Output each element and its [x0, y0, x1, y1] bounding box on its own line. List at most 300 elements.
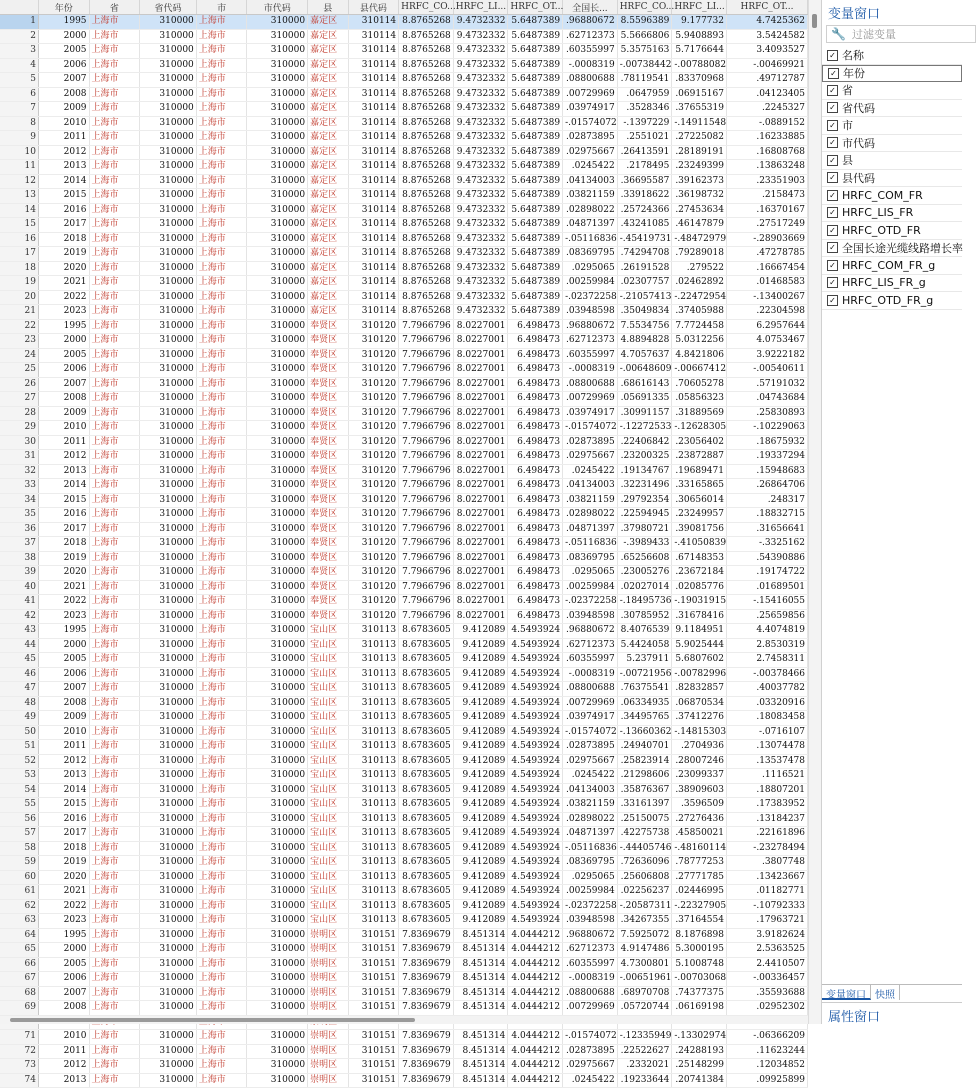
cell-growth-rate[interactable]: .00259984 — [563, 580, 618, 595]
table-row[interactable] — [0, 957, 808, 972]
cell-hrfc-com-g[interactable]: .19134767 — [617, 464, 672, 479]
cell-city-code[interactable]: 310000 — [247, 348, 308, 363]
cell-city-code[interactable]: 310000 — [247, 290, 308, 305]
cell-county[interactable]: 宝山区 — [308, 711, 348, 726]
cell-hrfc-com[interactable]: 8.8765268 — [399, 29, 454, 44]
cell-year[interactable]: 2013 — [38, 769, 89, 784]
cell-county-code[interactable]: 310120 — [348, 551, 399, 566]
cell-hrfc-lis-g[interactable]: 9.177732 — [672, 15, 727, 30]
row-number[interactable]: 17 — [0, 247, 38, 262]
row-number[interactable]: 20 — [0, 290, 38, 305]
cell-hrfc-lis[interactable]: 9.4732332 — [453, 116, 508, 131]
cell-county-code[interactable]: 310120 — [348, 493, 399, 508]
table-row[interactable] — [0, 711, 808, 726]
cell-county[interactable]: 宝山区 — [308, 783, 348, 798]
row-number[interactable]: 53 — [0, 769, 38, 784]
cell-hrfc-lis-g[interactable]: -.14911548 — [672, 116, 727, 131]
cell-hrfc-otd[interactable]: 6.498473 — [508, 479, 563, 494]
cell-hrfc-com[interactable]: 8.8765268 — [399, 44, 454, 59]
cell-city-code[interactable]: 310000 — [247, 1073, 308, 1088]
cell-county-code[interactable]: 310114 — [348, 160, 399, 175]
cell-city[interactable]: 上海市 — [196, 73, 247, 88]
cell-hrfc-com-g[interactable]: .21298606 — [617, 769, 672, 784]
cell-city[interactable]: 上海市 — [196, 1030, 247, 1045]
cell-hrfc-lis-g[interactable]: .24288193 — [672, 1044, 727, 1059]
cell-province-code[interactable]: 310000 — [140, 725, 197, 740]
cell-hrfc-otd-g[interactable]: -.00336457 — [726, 972, 807, 987]
cell-county[interactable]: 崇明区 — [308, 928, 348, 943]
cell-hrfc-otd[interactable]: 6.498473 — [508, 334, 563, 349]
cell-province[interactable]: 上海市 — [89, 595, 140, 610]
cell-city-code[interactable]: 310000 — [247, 174, 308, 189]
variable-item[interactable] — [822, 292, 962, 310]
cell-county-code[interactable]: 310120 — [348, 319, 399, 334]
cell-hrfc-otd-g[interactable]: -.10792333 — [726, 899, 807, 914]
cell-city[interactable]: 上海市 — [196, 566, 247, 581]
cell-city[interactable]: 上海市 — [196, 261, 247, 276]
row-number[interactable]: 42 — [0, 609, 38, 624]
cell-city[interactable]: 上海市 — [196, 914, 247, 929]
cell-hrfc-otd[interactable]: 4.5493924 — [508, 769, 563, 784]
table-row[interactable] — [0, 566, 808, 581]
variable-checkbox[interactable]: ✓ — [827, 155, 838, 166]
cell-growth-rate[interactable]: .02898022 — [563, 812, 618, 827]
cell-hrfc-com-g[interactable]: .22406842 — [617, 435, 672, 450]
cell-province[interactable]: 上海市 — [89, 1073, 140, 1088]
cell-county-code[interactable]: 310151 — [348, 957, 399, 972]
cell-province-code[interactable]: 310000 — [140, 856, 197, 871]
cell-hrfc-otd-g[interactable]: .47278785 — [726, 247, 807, 262]
cell-hrfc-com[interactable]: 7.8369679 — [399, 943, 454, 958]
row-number[interactable]: 23 — [0, 334, 38, 349]
variable-checkbox[interactable]: ✓ — [827, 120, 838, 131]
cell-hrfc-lis-g[interactable]: .27453634 — [672, 203, 727, 218]
cell-province-code[interactable]: 310000 — [140, 841, 197, 856]
cell-province[interactable]: 上海市 — [89, 305, 140, 320]
cell-county-code[interactable]: 310120 — [348, 566, 399, 581]
table-row[interactable] — [0, 15, 808, 30]
cell-hrfc-lis[interactable]: 9.412089 — [453, 870, 508, 885]
row-number[interactable]: 2 — [0, 29, 38, 44]
cell-hrfc-otd-g[interactable]: .18807201 — [726, 783, 807, 798]
cell-hrfc-lis-g[interactable]: 4.8421806 — [672, 348, 727, 363]
cell-year[interactable]: 2023 — [38, 914, 89, 929]
cell-city-code[interactable]: 310000 — [247, 334, 308, 349]
cell-hrfc-otd-g[interactable]: .25659856 — [726, 609, 807, 624]
cell-county[interactable]: 嘉定区 — [308, 174, 348, 189]
cell-city-code[interactable]: 310000 — [247, 319, 308, 334]
cell-hrfc-com-g[interactable]: 8.4076539 — [617, 624, 672, 639]
cell-county[interactable]: 嘉定区 — [308, 276, 348, 291]
cell-county-code[interactable]: 310120 — [348, 363, 399, 378]
cell-hrfc-lis[interactable]: 9.4732332 — [453, 131, 508, 146]
cell-city[interactable]: 上海市 — [196, 1001, 247, 1016]
cell-hrfc-lis-g[interactable]: 5.7176644 — [672, 44, 727, 59]
cell-city[interactable]: 上海市 — [196, 827, 247, 842]
row-number[interactable]: 16 — [0, 232, 38, 247]
table-row[interactable] — [0, 508, 808, 523]
cell-province[interactable]: 上海市 — [89, 392, 140, 407]
cell-hrfc-lis-g[interactable]: -.19031915 — [672, 595, 727, 610]
cell-county[interactable]: 奉贤区 — [308, 551, 348, 566]
cell-year[interactable]: 2011 — [38, 131, 89, 146]
cell-county[interactable]: 宝山区 — [308, 638, 348, 653]
cell-hrfc-com-g[interactable]: .25823914 — [617, 754, 672, 769]
cell-county-code[interactable]: 310113 — [348, 870, 399, 885]
cell-hrfc-com-g[interactable]: .76375541 — [617, 682, 672, 697]
cell-hrfc-lis[interactable]: 9.4732332 — [453, 15, 508, 30]
table-row[interactable] — [0, 580, 808, 595]
cell-hrfc-otd[interactable]: 4.5493924 — [508, 827, 563, 842]
cell-county-code[interactable]: 310113 — [348, 885, 399, 900]
cell-province-code[interactable]: 310000 — [140, 189, 197, 204]
cell-city-code[interactable]: 310000 — [247, 566, 308, 581]
cell-hrfc-lis[interactable]: 8.451314 — [453, 1073, 508, 1088]
cell-hrfc-lis-g[interactable]: .37405988 — [672, 305, 727, 320]
cell-hrfc-com[interactable]: 7.7966796 — [399, 609, 454, 624]
cell-hrfc-otd[interactable]: 6.498473 — [508, 522, 563, 537]
cell-year[interactable]: 2021 — [38, 276, 89, 291]
cell-year[interactable]: 2007 — [38, 377, 89, 392]
table-row[interactable] — [0, 682, 808, 697]
cell-hrfc-otd[interactable]: 4.0444212 — [508, 986, 563, 1001]
cell-county-code[interactable]: 310113 — [348, 653, 399, 668]
cell-hrfc-com[interactable]: 7.8369679 — [399, 972, 454, 987]
cell-city-code[interactable]: 310000 — [247, 305, 308, 320]
cell-hrfc-otd-g[interactable]: .16370167 — [726, 203, 807, 218]
cell-province-code[interactable]: 310000 — [140, 435, 197, 450]
cell-hrfc-otd[interactable]: 4.5493924 — [508, 711, 563, 726]
cell-county-code[interactable]: 310114 — [348, 261, 399, 276]
cell-province[interactable]: 上海市 — [89, 450, 140, 465]
table-row[interactable] — [0, 218, 808, 233]
cell-city[interactable]: 上海市 — [196, 986, 247, 1001]
cell-county[interactable]: 奉贤区 — [308, 348, 348, 363]
cell-year[interactable]: 2017 — [38, 827, 89, 842]
table-row[interactable] — [0, 725, 808, 740]
cell-hrfc-otd-g[interactable]: .03320916 — [726, 696, 807, 711]
cell-province-code[interactable]: 310000 — [140, 928, 197, 943]
cell-hrfc-com-g[interactable]: .72636096 — [617, 856, 672, 871]
cell-growth-rate[interactable]: .02975667 — [563, 145, 618, 160]
cell-hrfc-otd-g[interactable]: -.10229063 — [726, 421, 807, 436]
row-number[interactable]: 26 — [0, 377, 38, 392]
cell-province-code[interactable]: 310000 — [140, 44, 197, 59]
cell-hrfc-com[interactable]: 8.8765268 — [399, 261, 454, 276]
cell-province[interactable]: 上海市 — [89, 537, 140, 552]
cell-hrfc-otd[interactable]: 5.6487389 — [508, 174, 563, 189]
cell-county[interactable]: 奉贤区 — [308, 406, 348, 421]
cell-county[interactable]: 奉贤区 — [308, 493, 348, 508]
cell-county[interactable]: 奉贤区 — [308, 508, 348, 523]
cell-hrfc-lis-g[interactable]: 8.1876898 — [672, 928, 727, 943]
column-header[interactable]: HRFC_LI... — [672, 0, 727, 15]
cell-province[interactable]: 上海市 — [89, 624, 140, 639]
cell-year[interactable]: 2009 — [38, 711, 89, 726]
cell-city[interactable]: 上海市 — [196, 218, 247, 233]
cell-county-code[interactable]: 310151 — [348, 1073, 399, 1088]
row-number[interactable]: 47 — [0, 682, 38, 697]
cell-year[interactable]: 2023 — [38, 305, 89, 320]
row-number[interactable]: 30 — [0, 435, 38, 450]
cell-city[interactable]: 上海市 — [196, 319, 247, 334]
cell-hrfc-lis[interactable]: 9.4732332 — [453, 218, 508, 233]
cell-hrfc-com[interactable]: 7.7966796 — [399, 551, 454, 566]
cell-hrfc-otd-g[interactable]: .35593688 — [726, 986, 807, 1001]
cell-county-code[interactable]: 310151 — [348, 986, 399, 1001]
cell-county[interactable]: 崇明区 — [308, 986, 348, 1001]
cell-hrfc-com-g[interactable]: -.20587311 — [617, 899, 672, 914]
cell-growth-rate[interactable]: .00729969 — [563, 87, 618, 102]
cell-hrfc-lis[interactable]: 9.412089 — [453, 841, 508, 856]
cell-hrfc-com-g[interactable]: .35876367 — [617, 783, 672, 798]
cell-year[interactable]: 1995 — [38, 15, 89, 30]
cell-hrfc-lis[interactable]: 9.4732332 — [453, 305, 508, 320]
cell-hrfc-com[interactable]: 7.7966796 — [399, 363, 454, 378]
cell-hrfc-lis[interactable]: 8.451314 — [453, 957, 508, 972]
cell-city-code[interactable]: 310000 — [247, 682, 308, 697]
cell-province[interactable]: 上海市 — [89, 58, 140, 73]
cell-hrfc-otd-g[interactable]: 3.5424582 — [726, 29, 807, 44]
cell-hrfc-otd[interactable]: 5.6487389 — [508, 261, 563, 276]
row-number[interactable]: 5 — [0, 73, 38, 88]
cell-hrfc-lis[interactable]: 8.451314 — [453, 1059, 508, 1074]
cell-year[interactable]: 2016 — [38, 203, 89, 218]
cell-hrfc-lis-g[interactable]: .23249399 — [672, 160, 727, 175]
cell-city-code[interactable]: 310000 — [247, 44, 308, 59]
cell-city-code[interactable]: 310000 — [247, 203, 308, 218]
cell-year[interactable]: 2021 — [38, 580, 89, 595]
cell-hrfc-otd[interactable]: 6.498473 — [508, 595, 563, 610]
cell-hrfc-lis[interactable]: 8.451314 — [453, 986, 508, 1001]
cell-hrfc-com[interactable]: 8.8765268 — [399, 276, 454, 291]
cell-province-code[interactable]: 310000 — [140, 464, 197, 479]
cell-hrfc-otd[interactable]: 4.5493924 — [508, 653, 563, 668]
cell-growth-rate[interactable]: .02873895 — [563, 435, 618, 450]
cell-hrfc-com[interactable]: 8.6783605 — [399, 624, 454, 639]
cell-city[interactable]: 上海市 — [196, 798, 247, 813]
cell-province[interactable]: 上海市 — [89, 1044, 140, 1059]
cell-city[interactable]: 上海市 — [196, 653, 247, 668]
cell-city[interactable]: 上海市 — [196, 174, 247, 189]
cell-county[interactable]: 奉贤区 — [308, 580, 348, 595]
table-row[interactable] — [0, 1059, 808, 1074]
cell-hrfc-otd[interactable]: 5.6487389 — [508, 29, 563, 44]
cell-city-code[interactable]: 310000 — [247, 450, 308, 465]
cell-hrfc-com[interactable]: 7.7966796 — [399, 493, 454, 508]
tab-snapshot[interactable]: 快照 — [871, 985, 900, 1000]
cell-hrfc-com-g[interactable]: .65256608 — [617, 551, 672, 566]
row-number[interactable]: 13 — [0, 189, 38, 204]
cell-province-code[interactable]: 310000 — [140, 885, 197, 900]
cell-city-code[interactable]: 310000 — [247, 769, 308, 784]
cell-county-code[interactable]: 310113 — [348, 624, 399, 639]
cell-hrfc-lis-g[interactable]: -.22327905 — [672, 899, 727, 914]
cell-hrfc-otd-g[interactable]: .13074478 — [726, 740, 807, 755]
cell-city-code[interactable]: 310000 — [247, 870, 308, 885]
cell-hrfc-lis[interactable]: 9.412089 — [453, 914, 508, 929]
cell-hrfc-com-g[interactable]: .35049834 — [617, 305, 672, 320]
cell-province[interactable]: 上海市 — [89, 247, 140, 262]
cell-growth-rate[interactable]: .08800688 — [563, 73, 618, 88]
cell-city-code[interactable]: 310000 — [247, 986, 308, 1001]
cell-county-code[interactable]: 310114 — [348, 174, 399, 189]
cell-county-code[interactable]: 310113 — [348, 740, 399, 755]
cell-province[interactable]: 上海市 — [89, 203, 140, 218]
cell-city-code[interactable]: 310000 — [247, 145, 308, 160]
cell-hrfc-otd-g[interactable]: 4.0753467 — [726, 334, 807, 349]
cell-province-code[interactable]: 310000 — [140, 160, 197, 175]
cell-year[interactable]: 2008 — [38, 87, 89, 102]
cell-county[interactable]: 嘉定区 — [308, 44, 348, 59]
cell-city[interactable]: 上海市 — [196, 667, 247, 682]
cell-hrfc-com-g[interactable]: -.1397229 — [617, 116, 672, 131]
table-row[interactable] — [0, 638, 808, 653]
cell-hrfc-otd[interactable]: 5.6487389 — [508, 189, 563, 204]
cell-hrfc-com-g[interactable]: .2178495 — [617, 160, 672, 175]
cell-hrfc-com-g[interactable]: .42275738 — [617, 827, 672, 842]
cell-county-code[interactable]: 310120 — [348, 537, 399, 552]
cell-city-code[interactable]: 310000 — [247, 102, 308, 117]
cell-growth-rate[interactable]: .02898022 — [563, 203, 618, 218]
cell-hrfc-com[interactable]: 8.8765268 — [399, 203, 454, 218]
cell-province[interactable]: 上海市 — [89, 218, 140, 233]
cell-province[interactable]: 上海市 — [89, 972, 140, 987]
cell-province-code[interactable]: 310000 — [140, 29, 197, 44]
cell-year[interactable]: 2009 — [38, 406, 89, 421]
cell-hrfc-lis-g[interactable]: .37412276 — [672, 711, 727, 726]
cell-city-code[interactable]: 310000 — [247, 1044, 308, 1059]
cell-hrfc-lis[interactable]: 9.4732332 — [453, 203, 508, 218]
cell-county[interactable]: 奉贤区 — [308, 537, 348, 552]
cell-province-code[interactable]: 310000 — [140, 682, 197, 697]
variable-item[interactable] — [822, 152, 962, 170]
cell-hrfc-lis[interactable]: 8.0227001 — [453, 479, 508, 494]
row-number[interactable]: 4 — [0, 58, 38, 73]
cell-city[interactable]: 上海市 — [196, 363, 247, 378]
cell-city-code[interactable]: 310000 — [247, 595, 308, 610]
cell-city[interactable]: 上海市 — [196, 899, 247, 914]
cell-county-code[interactable]: 310114 — [348, 44, 399, 59]
cell-hrfc-com[interactable]: 8.6783605 — [399, 754, 454, 769]
cell-hrfc-lis[interactable]: 9.4732332 — [453, 44, 508, 59]
cell-growth-rate[interactable]: .00259984 — [563, 885, 618, 900]
cell-year[interactable]: 2008 — [38, 1001, 89, 1016]
cell-hrfc-com-g[interactable]: -.21057413 — [617, 290, 672, 305]
cell-county[interactable]: 嘉定区 — [308, 58, 348, 73]
cell-year[interactable]: 2019 — [38, 551, 89, 566]
cell-county[interactable]: 宝山区 — [308, 914, 348, 929]
cell-city[interactable]: 上海市 — [196, 740, 247, 755]
cell-county[interactable]: 崇明区 — [308, 1030, 348, 1045]
cell-city[interactable]: 上海市 — [196, 537, 247, 552]
table-row[interactable] — [0, 319, 808, 334]
cell-province[interactable]: 上海市 — [89, 566, 140, 581]
cell-hrfc-com-g[interactable]: .33918622 — [617, 189, 672, 204]
cell-growth-rate[interactable]: .02975667 — [563, 754, 618, 769]
cell-growth-rate[interactable]: .08800688 — [563, 986, 618, 1001]
cell-hrfc-com-g[interactable]: .25724366 — [617, 203, 672, 218]
cell-growth-rate[interactable]: .96880672 — [563, 15, 618, 30]
cell-hrfc-otd[interactable]: 4.5493924 — [508, 682, 563, 697]
cell-hrfc-com-g[interactable]: .30991157 — [617, 406, 672, 421]
cell-hrfc-lis-g[interactable]: 5.0312256 — [672, 334, 727, 349]
row-number[interactable]: 8 — [0, 116, 38, 131]
cell-hrfc-lis[interactable]: 9.4732332 — [453, 87, 508, 102]
cell-city-code[interactable]: 310000 — [247, 29, 308, 44]
cell-hrfc-com[interactable]: 8.6783605 — [399, 740, 454, 755]
cell-growth-rate[interactable]: -.02372258 — [563, 899, 618, 914]
cell-county[interactable]: 奉贤区 — [308, 319, 348, 334]
cell-county[interactable]: 崇明区 — [308, 1073, 348, 1088]
cell-city[interactable]: 上海市 — [196, 754, 247, 769]
cell-hrfc-lis-g[interactable]: -.14815303 — [672, 725, 727, 740]
cell-hrfc-otd[interactable]: 4.0444212 — [508, 1073, 563, 1088]
row-number[interactable]: 61 — [0, 885, 38, 900]
cell-county[interactable]: 宝山区 — [308, 798, 348, 813]
cell-city-code[interactable]: 310000 — [247, 1001, 308, 1016]
cell-growth-rate[interactable]: -.0008319 — [563, 363, 618, 378]
cell-county-code[interactable]: 310113 — [348, 638, 399, 653]
cell-city[interactable]: 上海市 — [196, 856, 247, 871]
cell-province-code[interactable]: 310000 — [140, 1059, 197, 1074]
cell-hrfc-otd[interactable]: 6.498473 — [508, 493, 563, 508]
row-number[interactable]: 58 — [0, 841, 38, 856]
cell-year[interactable]: 1995 — [38, 624, 89, 639]
cell-city[interactable]: 上海市 — [196, 305, 247, 320]
cell-hrfc-lis[interactable]: 9.4732332 — [453, 276, 508, 291]
cell-county[interactable]: 崇明区 — [308, 943, 348, 958]
cell-hrfc-lis-g[interactable]: .36198732 — [672, 189, 727, 204]
cell-city-code[interactable]: 310000 — [247, 522, 308, 537]
cell-county-code[interactable]: 310120 — [348, 595, 399, 610]
cell-city[interactable]: 上海市 — [196, 290, 247, 305]
cell-city[interactable]: 上海市 — [196, 406, 247, 421]
cell-hrfc-com[interactable]: 7.7966796 — [399, 566, 454, 581]
cell-city[interactable]: 上海市 — [196, 769, 247, 784]
cell-province[interactable]: 上海市 — [89, 189, 140, 204]
cell-hrfc-lis[interactable]: 8.0227001 — [453, 493, 508, 508]
cell-province[interactable]: 上海市 — [89, 508, 140, 523]
cell-hrfc-otd[interactable]: 4.0444212 — [508, 957, 563, 972]
cell-hrfc-lis[interactable]: 9.4732332 — [453, 247, 508, 262]
row-number[interactable]: 51 — [0, 740, 38, 755]
cell-growth-rate[interactable]: .96880672 — [563, 319, 618, 334]
cell-hrfc-otd[interactable]: 6.498473 — [508, 609, 563, 624]
cell-growth-rate[interactable]: -.02372258 — [563, 290, 618, 305]
cell-hrfc-lis-g[interactable]: .74377375 — [672, 986, 727, 1001]
row-number[interactable]: 9 — [0, 131, 38, 146]
cell-hrfc-otd-g[interactable]: -.0716107 — [726, 725, 807, 740]
cell-city-code[interactable]: 310000 — [247, 624, 308, 639]
cell-province[interactable]: 上海市 — [89, 261, 140, 276]
cell-hrfc-otd-g[interactable]: 2.8530319 — [726, 638, 807, 653]
row-number[interactable]: 45 — [0, 653, 38, 668]
cell-city[interactable]: 上海市 — [196, 508, 247, 523]
cell-year[interactable]: 1995 — [38, 319, 89, 334]
cell-hrfc-com[interactable]: 7.7966796 — [399, 334, 454, 349]
cell-city-code[interactable]: 310000 — [247, 841, 308, 856]
cell-city[interactable]: 上海市 — [196, 885, 247, 900]
cell-province[interactable]: 上海市 — [89, 580, 140, 595]
cell-county-code[interactable]: 310114 — [348, 116, 399, 131]
cell-year[interactable]: 2010 — [38, 1030, 89, 1045]
cell-province-code[interactable]: 310000 — [140, 15, 197, 30]
variable-checkbox[interactable]: ✓ — [827, 50, 838, 61]
cell-county[interactable]: 嘉定区 — [308, 145, 348, 160]
cell-county-code[interactable]: 310120 — [348, 508, 399, 523]
table-row[interactable] — [0, 348, 808, 363]
